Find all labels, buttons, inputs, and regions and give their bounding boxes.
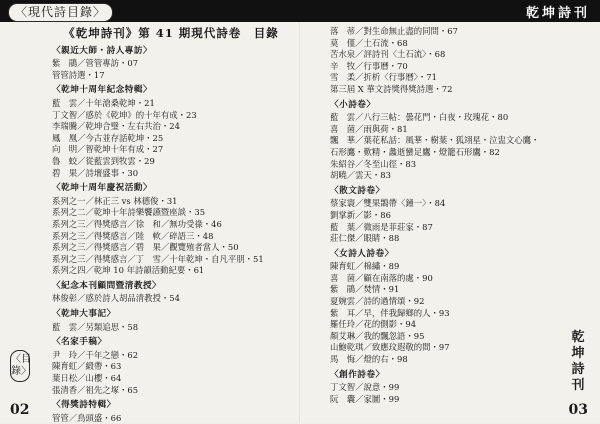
toc-entry[interactable]: 丁文智／說意・99 bbox=[330, 382, 400, 393]
side-tab-label: 〈目錄〉 bbox=[10, 350, 30, 382]
toc-entry[interactable]: 胡曉／雲天・83 bbox=[330, 170, 391, 181]
toc-entry[interactable]: 石形鷹・歎精・蠡逝蠻足鷹・燈籠石形鷹・82 bbox=[330, 146, 500, 157]
toc-entry[interactable]: 喜 菌／雨與荷・81 bbox=[330, 123, 408, 134]
section-heading: 〈乾坤十周年慶祝活動〉 bbox=[52, 183, 153, 194]
toc-entry[interactable]: 藍 雲／另類追思・58 bbox=[52, 321, 139, 332]
toc-entry[interactable]: 紫 鵑／焚情・91 bbox=[330, 284, 400, 295]
toc-entry[interactable]: 山鮑乾琪／致應玟遐敬的間・97 bbox=[330, 342, 450, 353]
toc-entry[interactable]: 紫 鵑／管管專訪・07 bbox=[52, 58, 139, 69]
masthead-title: 乾坤詩刊 bbox=[525, 6, 590, 21]
toc-entry[interactable]: 喜 菌／顧在南落的處・90 bbox=[330, 272, 433, 283]
toc-entry[interactable]: 碧 果／詩壇盛事・30 bbox=[52, 167, 139, 178]
section-heading: 〈名家手稿〉 bbox=[52, 337, 107, 348]
toc-entry[interactable]: 張清香／祖先之塚・65 bbox=[52, 384, 139, 395]
toc-entry[interactable]: 系列之三／得獎感言／陸 軟／碎語三・48 bbox=[52, 230, 214, 241]
toc-entry[interactable]: 馬 悔／燈的右・98 bbox=[330, 354, 408, 365]
toc-entry[interactable]: 葉日松／山櫻・64 bbox=[52, 373, 122, 384]
section-heading: 〈紀念本刊顧問暨清教授〉 bbox=[52, 280, 162, 291]
toc-entry[interactable]: 藍 雲／八行三帖：曇花門・白夜・玫瑰花・80 bbox=[330, 112, 509, 123]
side-masthead-vertical: 乾坤詩刊 bbox=[571, 330, 585, 393]
toc-entry[interactable]: 李瑞騰／乾坤合璧・左右共治・24 bbox=[52, 121, 180, 132]
page-title: 《乾坤詩刊》第 41 期現代詩卷 目錄 bbox=[63, 26, 279, 40]
toc-entry[interactable]: 林俊彰／感於詩人胡品清教授・54 bbox=[52, 293, 180, 304]
toc-entry[interactable]: 落 蒂／對生命無止盡的同問・67 bbox=[330, 26, 458, 36]
toc-entry[interactable]: 陳育虹／棉繡・89 bbox=[330, 261, 400, 272]
toc-entry[interactable]: 魯 蛟／從藍雲到牧雲・29 bbox=[52, 155, 155, 166]
toc-entry[interactable]: 鳳 凰／今古並存話乾坤・25 bbox=[52, 132, 164, 143]
section-heading: 〈小詩卷〉 bbox=[330, 99, 376, 110]
toc-entry[interactable]: 向 明／智乾坤十年有成・27 bbox=[52, 144, 164, 155]
toc-entry[interactable]: 夏婉雲／詩的過情頌・92 bbox=[330, 296, 425, 307]
left-page-column bbox=[52, 26, 290, 424]
toc-entry[interactable]: 飄 華／葉花私話：風華・樹葉・狐翊星・泣盅文心鷹・ bbox=[330, 135, 540, 146]
toc-entry[interactable]: 藍 雲／十年滄桑乾坤・21 bbox=[52, 97, 155, 108]
toc-entry[interactable]: 系列之一／林正三 vs 林德俊・31 bbox=[52, 195, 178, 206]
header-bar-right bbox=[300, 0, 600, 22]
toc-entry[interactable]: 莫 僅／土石流・68 bbox=[330, 37, 408, 48]
toc-entry[interactable]: 第三屆 X 華文詩獎得獎詩選・72 bbox=[330, 83, 453, 94]
toc-entry[interactable]: 管管詩選・17 bbox=[52, 69, 105, 80]
page-number-left: 02 bbox=[10, 402, 30, 418]
toc-entry[interactable]: 劉掌新／影・86 bbox=[330, 209, 391, 220]
toc-entry[interactable]: 雪 柔／折析〈行事曆〉・71 bbox=[330, 72, 437, 83]
section-heading: 〈創作詩卷〉 bbox=[330, 369, 385, 380]
toc-entry[interactable]: 阮 囊／家圖・99 bbox=[330, 393, 400, 404]
toc-entry[interactable]: 管管／鳥頭盛・66 bbox=[52, 412, 122, 423]
section-heading: 〈散文詩卷〉 bbox=[330, 185, 385, 196]
toc-entry[interactable]: 丁文智／感於《乾坤》的十年有成・23 bbox=[52, 109, 197, 120]
toc-entry[interactable]: 藍 葉／微雨是菲莊家・87 bbox=[330, 221, 433, 232]
toc-entry[interactable]: 陳育虹／緞帶・63 bbox=[52, 361, 122, 372]
header-section-label: 〈現代詩目錄〉 bbox=[8, 3, 113, 22]
page-gutter bbox=[299, 22, 300, 422]
toc-entry[interactable]: 羅任玲／花的側影・94 bbox=[330, 319, 417, 330]
toc-entry[interactable]: 蔡家寰／雙果鵲帶〈鐘一〉・84 bbox=[330, 198, 446, 209]
toc-entry[interactable]: 系列之三／得獎感言／徐 和／無功受祿・46 bbox=[52, 218, 222, 229]
toc-entry[interactable]: 苦水泉／評詩刊〈土石流〉・68 bbox=[330, 49, 446, 60]
right-page-column bbox=[330, 26, 568, 405]
section-heading: 〈乾坤大事記〉 bbox=[52, 309, 116, 320]
section-heading: 〈得獎詩特輯〉 bbox=[52, 400, 116, 411]
section-heading: 〈親近大師・詩人專訪〉 bbox=[52, 45, 153, 56]
toc-entry[interactable]: 紫 耳／早，伴我歸鄉的人・93 bbox=[330, 307, 450, 318]
toc-entry[interactable]: 朱紹谷／冬至山徑・83 bbox=[330, 158, 417, 169]
section-heading: 〈乾坤十周年紀念特輯〉 bbox=[52, 85, 153, 96]
section-heading: 〈女詩人詩卷〉 bbox=[330, 248, 394, 259]
toc-entry[interactable]: 系列之三／得獎感言／碧 果／觀覽殖者當人・50 bbox=[52, 242, 239, 253]
page-number-right: 03 bbox=[568, 402, 588, 418]
toc-entry[interactable]: 顏艾琳／我的飄忽語・95 bbox=[330, 330, 425, 341]
toc-entry[interactable]: 系列之三／得獎感言／丁 雪／十年乾坤・自凡平朋・51 bbox=[52, 253, 264, 264]
toc-entry[interactable]: 辛 牧／行事曆・70 bbox=[330, 60, 408, 71]
toc-entry[interactable]: 莊仁傑／眼睛・88 bbox=[330, 233, 400, 244]
toc-entry[interactable]: 系列之二／乾坤十年詩樂饗讌暨座談・35 bbox=[52, 207, 206, 218]
toc-entry[interactable]: 尹 玲／千年之戀・62 bbox=[52, 349, 139, 360]
toc-entry[interactable]: 系列之四／乾坤 10 年詩韻活動紀要・61 bbox=[52, 265, 205, 276]
